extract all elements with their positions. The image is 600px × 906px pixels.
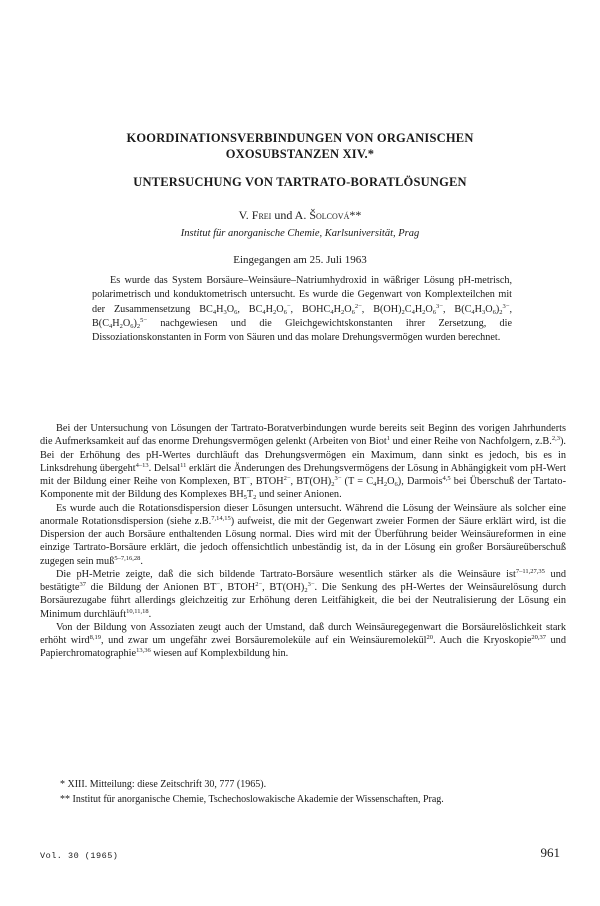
- author-2-name: Šolcová: [309, 208, 350, 222]
- author-2-initial: A.: [294, 208, 307, 222]
- abstract: Es wurde das System Borsäure–Weinsäure–Natriumhydroxid in wäßriger Lösung pH-metrisch, polarimetrisch und konduktometrisch untersucht. Es wurde die Gegenwart von Komplexteilchen mit der Zusammensetzung $BC_4H_3O_6$, $BC_4H_2O_6^-$, $BOHC_4H_2O_6^{2-}$, $B(OH)_2C_4H_2O_6^{3-}$, $B(C_4H_3O_6)_2^{3-}$, $B(C_4H_2O_6)_2^{5-}$ nachgewiesen und die Gleichgewichtskonstanten ihrer Zersetzung, die Dissoziationskonstanten in Form von Säuren und das molare Drehungsvermögen wurden berechnet.: [92, 275, 513, 344]
- footnote-2: ** Institut für anorganische Chemie, Tschechoslowakische Akademie der Wissenschaften, Prag.: [60, 794, 444, 806]
- paragraph-3: Die pH-Metrie zeigte, daß die sich bildende Tartrato-Borsäure wesentlich stärker als die Weinsäure ist$^{7-11,27,35}$ und bestätigte$^{37}$ die Bildung der Anionen BT−, $BTOH^{2-}$, $BT(OH)_2^{3-}$. Die Senkung des pH-Wertes der Weinsäurelösung durch Borsäurezugabe führt allerdings gleichzeitig zur Erhöhung deren Leitfähigkeit, die bei der Neutralisierung der Lösung ein Minimum durchläuft$^{10,11,18}$.: [40, 567, 566, 620]
- author-2-footnote-mark: **: [349, 208, 362, 222]
- author-1-initial: V.: [238, 208, 249, 222]
- page-number: 961: [540, 845, 560, 860]
- received-date: Eingegangen am 25. Juli 1963: [233, 254, 367, 266]
- author-1-name: Frei: [251, 208, 272, 222]
- authors-and: und: [274, 208, 293, 222]
- body-text: [40, 422, 566, 661]
- title-line-1: KOORDINATIONSVERBINDUNGEN VON ORGANISCHEN: [126, 131, 474, 145]
- title-line-2: OXOSUBSTANZEN XIV.*: [225, 147, 375, 161]
- paragraph-1: Bei der Untersuchung von Lösungen der Tartrato-Boratverbindungen wurde bereits seit Beginn des vorigen Jahrhunderts die Aufmerksamkeit auf das enorme Drehungsvermögen gelenkt (Arbeiten von Biot$^1$ und einer Reihe von Nachfolgern, z.B.$^{2,3}$). Bei der Erhöhung des pH-Wertes durchläuft das Drehungsvermögen ein Maximum, dann sinkt es jedoch, bis es in Linksdrehung übergeht$^{4-13}$. Delsal$^{11}$ erklärt die Änderungen des Drehungsvermögens der Lösung in Abhängigkeit vom pH-Wert mit der Bildung einer Reihe von Komplexen, BT−, $BTOH^{2-}$, $BT(OH)_2^{3-}$ $(T = C_4H_2O_6)$, Darmois$^{4,5}$ bei Überschuß der Tartato-Komponente mit der Bildung des Komplexes $BH_5T_2$ und seiner Anionen.: [40, 423, 567, 502]
- affiliation: Institut für anorganische Chemie, Karlsuniversität, Prag: [180, 228, 420, 239]
- footnotes: [40, 778, 566, 809]
- journal-volume: Vol. 30 (1965): [40, 851, 119, 861]
- paragraph-4: Von der Bildung von Assoziaten zeugt auch der Umstand, daß durch Weinsäuregegenwart die Borsäurelöslichkeit stark erhöht wird$^{8,19}$, und zwar um ungefähr zwei Borsäuremoleküle auf ein Weinsäuremolekül$^{20}$. Auch die Kryoskopie$^{20,37}$ und Papierchromatographie$^{13,36}$ wiesen auf Komplexbildung hin.: [40, 621, 566, 660]
- footnote-1: * XIII. Mitteilung: diese Zeitschrift 30, 777 (1965).: [60, 779, 267, 790]
- paragraph-2: Es wurde auch die Rotationsdispersion dieser Lösungen untersucht. Während die Lösung der Weinsäure als solcher eine anormale Rotationsdispersion (siehe z.B.$^{7,14,15}$) aufweist, die mit der Gegenwart zweier Formen der Säure erklärt wird, ist die Dispersion der auch Borsäure enthaltenden Lösung normal. Dies wird mit der Überführung beider Weinsäureformen in eine einzige Tartrato-Borsäure erklärt, die jedoch offensichtlich unbeständig ist, da in der Lösung ein großer Borsäureüberschuß zugegen sein muß$^{5-7,16,28}$.: [40, 502, 566, 567]
- subtitle: UNTERSUCHUNG VON TARTRATO-BORATLÖSUNGEN: [133, 175, 467, 189]
- authors: [40, 208, 560, 223]
